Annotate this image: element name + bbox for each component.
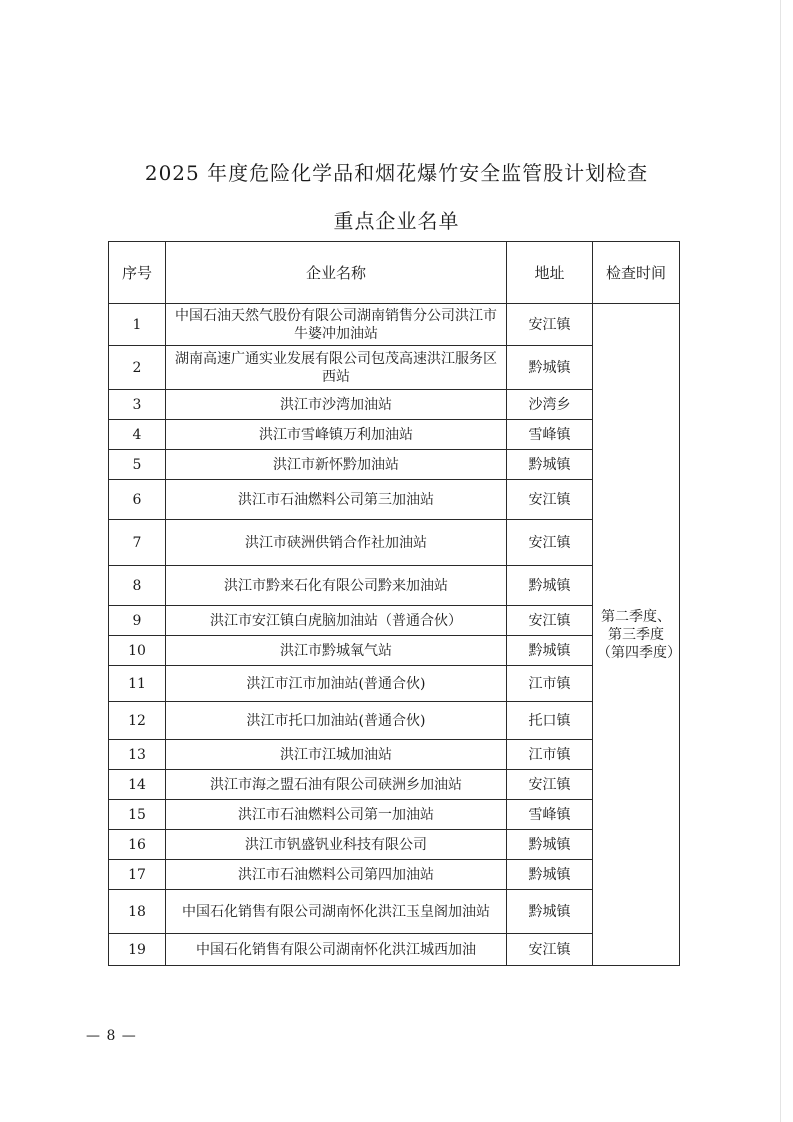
row-index: 8 <box>109 566 166 606</box>
row-address: 安江镇 <box>507 770 593 800</box>
row-enterprise-name: 洪江市雪峰镇万利加油站 <box>166 420 507 450</box>
row-enterprise-name: 洪江市沙湾加油站 <box>166 390 507 420</box>
row-index: 4 <box>109 420 166 450</box>
row-address: 黔城镇 <box>507 890 593 934</box>
row-index: 3 <box>109 390 166 420</box>
row-enterprise-name: 中国石化销售有限公司湖南怀化洪江城西加油 <box>166 934 507 966</box>
header-time: 检查时间 <box>593 242 680 304</box>
row-enterprise-name: 中国石化销售有限公司湖南怀化洪江玉皇阁加油站 <box>166 890 507 934</box>
row-address: 黔城镇 <box>507 636 593 666</box>
row-enterprise-name: 洪江市钒盛钒业科技有限公司 <box>166 830 507 860</box>
table-row <box>109 304 680 346</box>
row-index: 10 <box>109 636 166 666</box>
row-index: 18 <box>109 890 166 934</box>
row-index: 19 <box>109 934 166 966</box>
row-address: 黔城镇 <box>507 450 593 480</box>
row-address: 安江镇 <box>507 304 593 346</box>
row-address: 托口镇 <box>507 702 593 740</box>
row-index: 6 <box>109 480 166 520</box>
enterprise-table <box>108 241 680 966</box>
row-enterprise-name: 洪江市黔来石化有限公司黔来加油站 <box>166 566 507 606</box>
row-enterprise-name: 中国石油天然气股份有限公司湖南销售分公司洪江市牛婆冲加油站 <box>166 304 507 346</box>
row-address: 安江镇 <box>507 520 593 566</box>
row-enterprise-name: 洪江市托口加油站(普通合伙) <box>166 702 507 740</box>
row-enterprise-name: 洪江市安江镇白虎脑加油站（普通合伙） <box>166 606 507 636</box>
row-index: 7 <box>109 520 166 566</box>
document-title: 2025 年度危险化学品和烟花爆竹安全监管股计划检查 <box>144 161 649 185</box>
row-address: 雪峰镇 <box>507 800 593 830</box>
header-name: 企业名称 <box>166 242 507 304</box>
row-enterprise-name: 洪江市江市加油站(普通合伙) <box>166 666 507 702</box>
row-address: 安江镇 <box>507 606 593 636</box>
row-index: 16 <box>109 830 166 860</box>
row-address: 黔城镇 <box>507 566 593 606</box>
row-address: 雪峰镇 <box>507 420 593 450</box>
row-address: 江市镇 <box>507 666 593 702</box>
row-index: 17 <box>109 860 166 890</box>
document-subtitle: 重点企业名单 <box>333 209 460 233</box>
row-index: 14 <box>109 770 166 800</box>
row-enterprise-name: 洪江市石油燃料公司第一加油站 <box>166 800 507 830</box>
row-index: 5 <box>109 450 166 480</box>
row-enterprise-name: 洪江市新怀黔加油站 <box>166 450 507 480</box>
row-enterprise-name: 洪江市硖洲供销合作社加油站 <box>166 520 507 566</box>
table-body <box>109 304 680 966</box>
row-enterprise-name: 洪江市海之盟石油有限公司硖洲乡加油站 <box>166 770 507 800</box>
row-address: 安江镇 <box>507 934 593 966</box>
row-address: 安江镇 <box>507 480 593 520</box>
row-address: 黔城镇 <box>507 860 593 890</box>
header-address: 地址 <box>507 242 593 304</box>
row-enterprise-name: 洪江市石油燃料公司第四加油站 <box>166 860 507 890</box>
row-index: 11 <box>109 666 166 702</box>
row-address: 江市镇 <box>507 740 593 770</box>
row-index: 9 <box>109 606 166 636</box>
row-index: 13 <box>109 740 166 770</box>
row-address: 沙湾乡 <box>507 390 593 420</box>
row-enterprise-name: 洪江市江城加油站 <box>166 740 507 770</box>
check-time-cell: 第二季度、第三季度（第四季度） <box>593 304 680 966</box>
row-enterprise-name: 洪江市石油燃料公司第三加油站 <box>166 480 507 520</box>
row-address: 黔城镇 <box>507 830 593 860</box>
row-enterprise-name: 洪江市黔城氧气站 <box>166 636 507 666</box>
table-header-row <box>109 242 680 304</box>
row-address: 黔城镇 <box>507 346 593 390</box>
row-index: 12 <box>109 702 166 740</box>
row-enterprise-name: 湖南高速广通实业发展有限公司包茂高速洪江服务区西站 <box>166 346 507 390</box>
page-number: — 8 — <box>86 1028 137 1044</box>
row-index: 15 <box>109 800 166 830</box>
row-index: 2 <box>109 346 166 390</box>
row-index: 1 <box>109 304 166 346</box>
header-index: 序号 <box>109 242 166 304</box>
